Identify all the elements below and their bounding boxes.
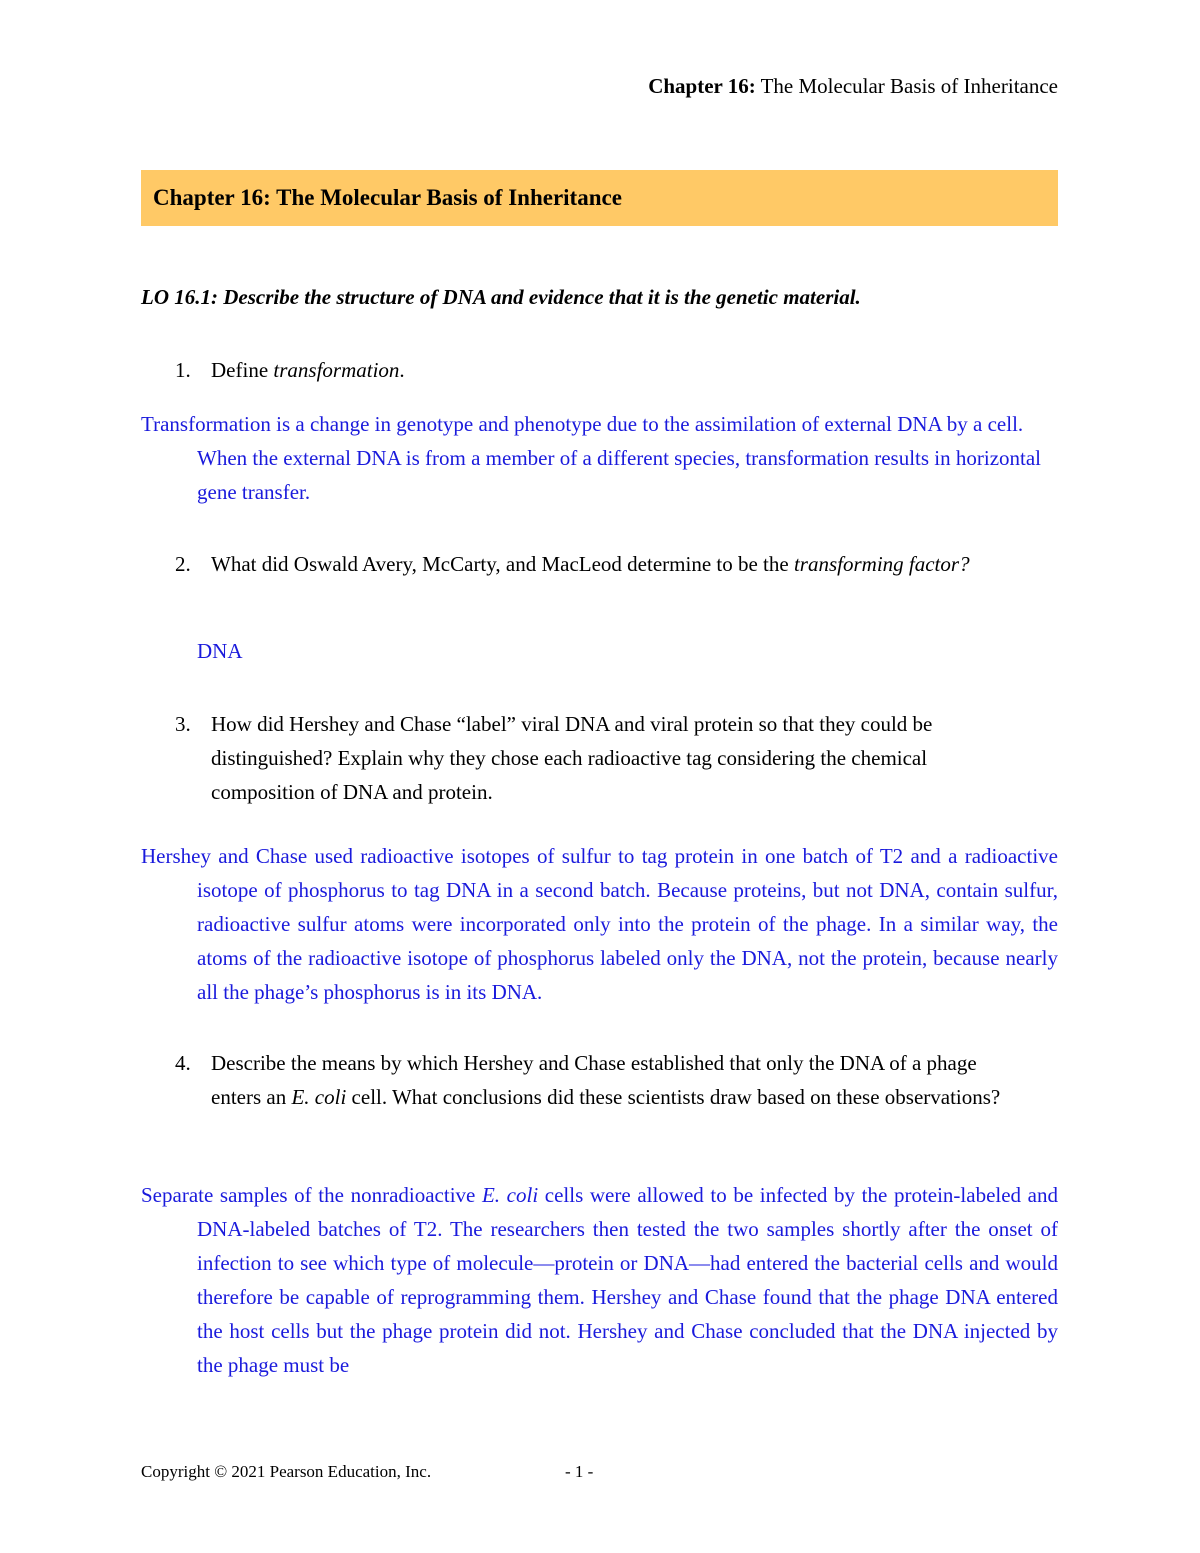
question-term: transforming factor? [793, 552, 970, 576]
question-number: 4. [175, 1051, 191, 1075]
running-header-title: The Molecular Basis of Inheritance [755, 74, 1058, 98]
question-text-part: . [399, 358, 405, 382]
question-text: How did Hershey and Chase “label” viral DNA and viral protein so that they could be distinguished? Explain why they chose each radioactive tag considering the chemical composition of DNA and protein. [211, 712, 933, 804]
answer-text-part: Separate samples of the nonradioactive [141, 1183, 482, 1207]
question-2 [141, 547, 1058, 581]
question-text [211, 1046, 1031, 1114]
answer-term: E. coli [481, 1183, 539, 1207]
running-header [648, 72, 1058, 100]
answer-3: Hershey and Chase used radioactive isotopes of sulfur to tag protein in one batch of T2 and a radioactive isotope of phosphorus to tag DNA in a second batch. Because proteins, but not DNA, contain sulfur, radioactive sulfur atoms were incorporated only into the protein of the phage. In a similar way, the atoms of the radioactive isotope of phosphorus labeled only the DNA, not the protein, because nearly all the phage’s phosphorus is in its DNA. [141, 844, 1058, 1004]
answer-text-part: cells were allowed to be infected by the protein-labeled and DNA-labeled batches of T2. The researchers then tested the two samples shortly after the onset of infection to see which type of molecule—protein or DNA—had entered the bacterial cells and would therefore be capable of reprogramming them. Hershey and Chase found that the phage DNA entered the host cells but the phage protein did not. Hershey and Chase concluded that the DNA injected by the phage must be [197, 1183, 1058, 1377]
answer-2: DNA [197, 639, 243, 663]
running-header-chapter: Chapter 16: [648, 74, 756, 98]
footer-copyright: Copyright © 2021 Pearson Education, Inc. [141, 1462, 432, 1481]
question-text-part: What did Oswald Avery, McCarty, and MacLeod determine to be the [211, 552, 794, 576]
question-3 [141, 707, 1058, 809]
question-term: E. coli [291, 1085, 347, 1109]
question-number: 3. [175, 712, 191, 736]
question-4 [141, 1046, 1058, 1114]
question-number: 2. [175, 552, 191, 576]
chapter-title-bar [141, 170, 1058, 226]
question-text-part: Define [211, 358, 274, 382]
learning-objective: LO 16.1: Describe the structure of DNA and evidence that it is the genetic material. [141, 285, 861, 309]
question-text [211, 547, 1001, 581]
answer-1: Transformation is a change in genotype and phenotype due to the assimilation of external DNA by a cell. When the external DNA is from a member of a different species, transformation results in horizontal gene transfer. [141, 412, 1042, 504]
question-term: transformation [273, 358, 400, 382]
answer-4 [141, 1178, 1058, 1382]
question-number: 1. [175, 358, 191, 382]
question-text-part: cell. What conclusions did these scientists draw based on these observations? [346, 1085, 1001, 1109]
question-text [211, 353, 1058, 387]
question-1 [141, 353, 1058, 387]
footer-page-number: - 1 - [565, 1462, 594, 1481]
question-text-part: Describe the means by which Hershey and Chase established that only the DNA of a phage enters an [211, 1051, 977, 1109]
chapter-title: Chapter 16: The Molecular Basis of Inheritance [153, 185, 622, 210]
